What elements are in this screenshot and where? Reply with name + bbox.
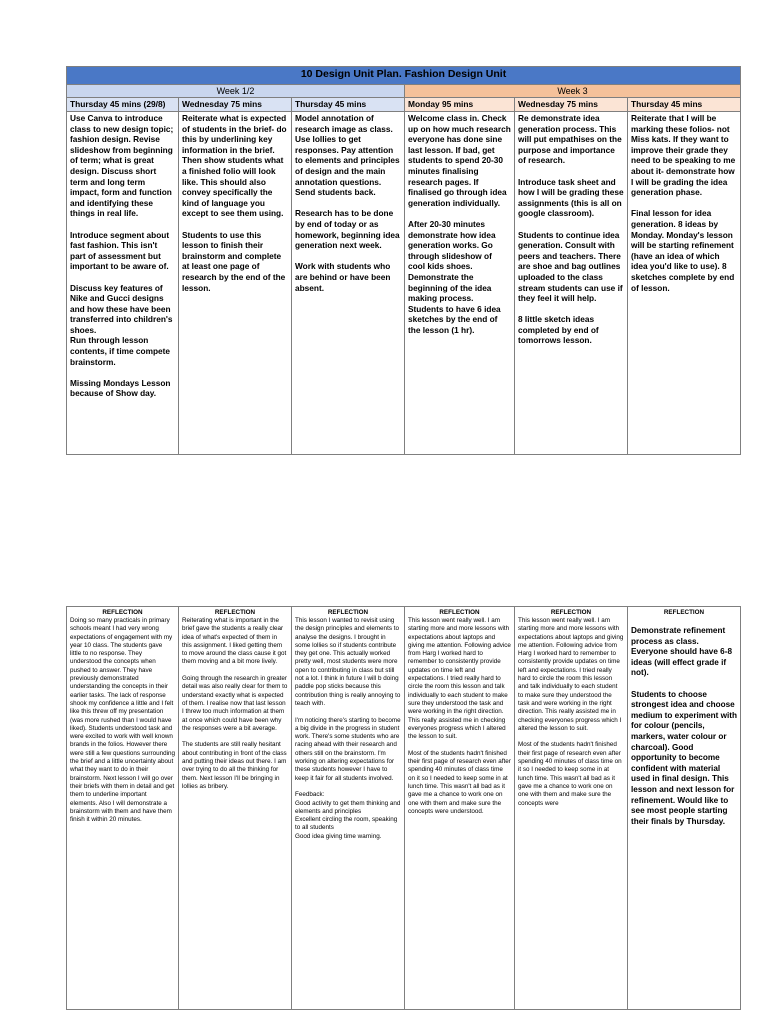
lesson-text: Reiterate what is expected of students in the brief- do this by underlining key information in the brief. Then show students what a finished folio will look like. This should also convey specifically the kind of language you except to see them using. Students to use this lesson to finish their brainstorm and complete at least one page of research by the end of the lesson. — [182, 113, 287, 293]
reflection-text: Doing so many practicals in primary schools meant I had very wrong expectations of engagement with my year 10 class. The students gave little to no response. They understood the concepts when pushed to answer. They have previously demonstrated understanding the concepts in their earlier tasks. The lack of response shook my confidence a little and I felt like this threw off my presentation (was more rushed than I would have liked). Students understood task and were excited to work with well known brands in the folios. However there were still a few questions surrounding the brief and a little uncertainty about what they want to do in their brainstorm. Next lesson I will go over their briefs with them in detail and get them to underline important elements. Also I will demonstrate a brainstorm with them and have them finish it within 20 minutes. — [70, 617, 177, 824]
reflection-heading: REFLECTION — [550, 609, 592, 616]
week-3-header: Week 3 — [405, 85, 741, 98]
reflection-heading: REFLECTION — [214, 609, 256, 616]
lesson-text: Use Canva to introduce class to new design topic; fashion design. Revise slideshow from beginning of term; what is great design. Discuss short term and long term impact, form and function and identifying these things in real life. Introduce segment about fast fashion. This isn't part of assessment but important to be aware of. Discuss key features of Nike and Gucci designs and how these have been transferred into children's shoes. Run through lesson contents, if time compete brainstorm. Missing Mondays Lesson because of Show day. — [70, 113, 174, 399]
reflection-text: This lesson I wanted to revisit using the design principles and elements to analyse the designs. I brought in some lollies so if students contribute they get one. This actually worked pretty well, most students were more open to contributing in class but still not a lot. I think in future I will b doing paddle pop sticks because this contribution thing is really annoying to teach with. I'm noticing there's starting to become a big divide in the progress in student work. There's some students who are racing ahead with their research and others still on the brainstorm. I'm working on altering expectations for these students however I have to keep it fair for all students involved. Feedback: Good activity to get them thinking and elements and principles Excellent circling the room, speaking to all students Good idea giving time warning. — [295, 617, 401, 840]
lesson-cell — [67, 112, 179, 455]
day-header: Wednesday 75 mins — [515, 98, 628, 112]
day-header: Wednesday 75 mins — [179, 98, 292, 112]
reflection-heading: REFLECTION — [327, 609, 369, 616]
day-header: Monday 95 mins — [405, 98, 515, 112]
reflection-cell — [405, 607, 515, 1010]
title-row — [67, 67, 741, 85]
lesson-cell — [515, 112, 628, 455]
reflection-table — [66, 606, 741, 1010]
day-row — [67, 98, 741, 112]
lesson-cell — [292, 112, 405, 455]
reflection-cell — [515, 607, 628, 1010]
reflection-cell — [628, 607, 741, 1010]
reflection-text: This lesson went really well. I am starting more and more lessons with expectations about laptops and giving me attention. Following advice from Harg I worked hard to remember to consistently provide updates on time left and expectations. I tried really hard to circle the room this lesson and talk individually to each student to make sure they understood the task and were working in the right direction. This really assisted me in checking everyones progress which I altered the lesson to suit. Most of the students hadn't finished their first page of research even after spending 40 minutes of class time on it so I needed to keep some in at lunch time. This wasn't all bad as it gave me a chance to work one on one with them and make sure the concepts were understood. — [408, 617, 511, 815]
week-1-2-header: Week 1/2 — [67, 85, 405, 98]
lesson-text: Re demonstrate idea generation process. This will put empathises on the purpose and importance of research. Introduce task sheet and how I will be grading these assignments (this is all on google classroom). Students to continue idea generation. Consult with peers and teachers. There are shoe and bag outlines uploaded to the class stream students can use if they feel it will help. 8 little sketch ideas completed by end of tomorrows lesson. — [518, 113, 624, 346]
unit-plan-table — [66, 66, 741, 455]
reflection-text: Reiterating what is important in the brief gave the students a really clear idea of what's expected of them in this assignment. I liked getting them to move around the class cause it got them moving and a bit more lively. Going through the research in greater detail was also really clear for them to understand exactly what is expected of them. I realise now that last lesson I threw too much information at them at once which could have been why the responses were a bit average. The students are still really hesitant about contributing in front of the class and putting their ideas out there. I am over trying to do all the thinking for them. Next lesson I'll be bringing in lollies as bribery. — [182, 617, 288, 790]
week-row — [67, 85, 741, 98]
reflection-heading: REFLECTION — [102, 609, 143, 616]
lesson-text: Welcome class in. Check up on how much research everyone has done sine last lesson. If bad, get students to spend 20-30 minutes finalising research pages. If finalised go through idea generation individually. After 20-30 minutes demonstrate how idea generation works. Go through slideshow of cool kids shoes. Demonstrate the beginning of the idea making process. Students to have 6 idea sketches by the end of the lesson (1 hr). — [408, 113, 511, 335]
lesson-plan-row — [67, 112, 741, 455]
lesson-text: Reiterate that I will be marking these folios- not Miss kats. If they want to improve their grade they need to be speaking to me about it- demonstrate how I will be grading the idea generation phase. Final lesson for idea generation. 8 ideas by Monday. Monday's lesson will be starting refinement (have an idea of which idea you'd like to use). 8 sketches complete by end of lesson. — [631, 113, 736, 293]
reflection-cell — [67, 607, 179, 1010]
lesson-cell — [405, 112, 515, 455]
day-header: Thursday 45 mins (29/8) — [67, 98, 179, 112]
reflection-row — [67, 607, 741, 1010]
reflection-heading: REFLECTION — [439, 609, 480, 616]
day-header: Thursday 45 mins — [628, 98, 741, 112]
reflection-plan-text: Demonstrate refinement process as class. Everyone should have 6-8 ideas (will effect grade if not). Students to choose strongest idea and choose medium to experiment with for colour (pencils, markers, water colour or charcoal). Good opportunity to become confident with material used in final design. This lesson and next lesson for refinement. Would like to see most people starting their finals by Thursday. — [631, 626, 737, 826]
lesson-text: Model annotation of research image as class. Use lollies to get responses. Pay attention to elements and principles of design and the main annotation questions. Send students back. Research has to be done by end of today or as homework, beginning idea generation next week. Work with students who are behind or have been absent. — [295, 113, 400, 293]
day-header: Thursday 45 mins — [292, 98, 405, 112]
reflection-cell — [292, 607, 405, 1010]
lesson-cell — [179, 112, 292, 455]
reflection-cell — [179, 607, 292, 1010]
plan-title: 10 Design Unit Plan. Fashion Design Unit — [67, 67, 741, 85]
reflection-text: This lesson went really well. I am starting more and more lessons with expectations about laptops and giving me attention. Following advice from Harg I worked hard to remember to consistently provide updates on time left and expectations. I tried really hard to circle the room this lesson and talk individually to each student to make sure they understood the task and were working in the right direction. This really assisted me in checking everyones progress which I altered the lesson to suit. Most of the students hadn't finished their first page of research even after spending 40 minutes of class time on it so I needed to keep some in at lunch time. This wasn't all bad as it gave me a chance to work one on one with them and make sure the concepts were — [518, 617, 624, 807]
reflection-heading: REFLECTION — [663, 609, 705, 616]
lesson-cell — [628, 112, 741, 455]
